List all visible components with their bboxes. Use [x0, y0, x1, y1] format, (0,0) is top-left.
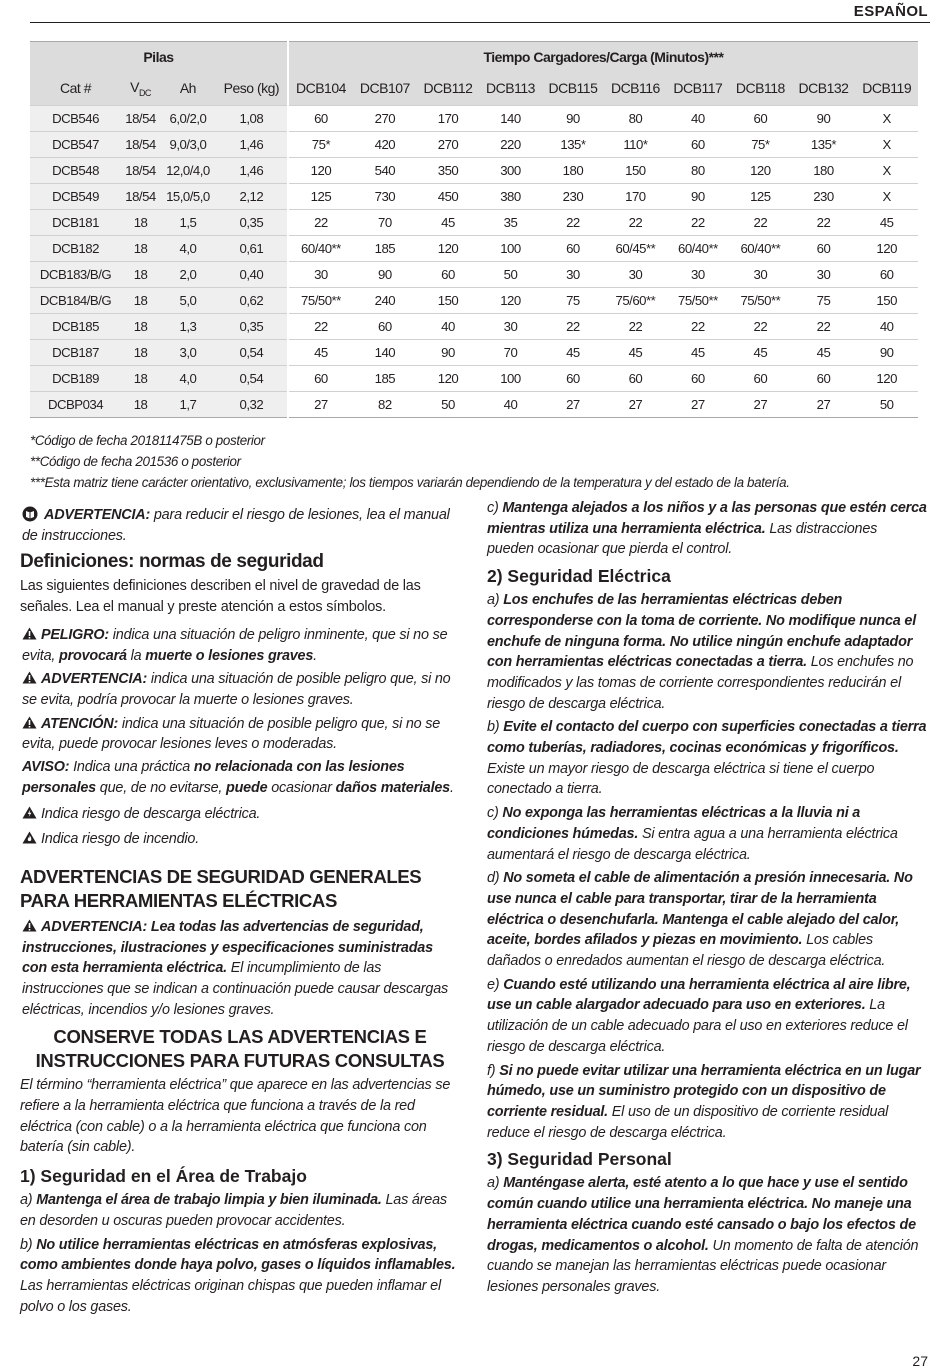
item-bold: Manténgase alerta, esté atento a lo que hace y use el sentido común cuando utilice una herramienta eléctrica. No maneje una herramienta eléctrica cuando esté cansado o bajo los efectos de drogas, medicamentos o alcohol.: [487, 1175, 916, 1254]
table-cell: 18/54: [121, 184, 160, 210]
table-cell: 18/54: [121, 132, 160, 158]
table-cell: 27: [288, 392, 353, 418]
table-cell: 140: [479, 106, 541, 132]
table-cell: 45: [542, 340, 604, 366]
table-cell: 60/40**: [729, 236, 791, 262]
table-cell: 30: [604, 262, 666, 288]
table-cell: 450: [417, 184, 479, 210]
table-row: [30, 106, 918, 132]
col-header-charger: DCB116: [604, 72, 666, 106]
table-cell: 90: [353, 262, 417, 288]
table-cell: DCB189: [30, 366, 121, 392]
warning-triangle-icon: [22, 627, 37, 640]
table-cell: 75/60**: [604, 288, 666, 314]
table-cell: 60: [542, 236, 604, 262]
footnote-3: ***Esta matriz tiene carácter orientativo, exclusivamente; los tiempos variarán dependiendo de la temperatura y del estado de la batería.: [30, 475, 790, 490]
table-cell: 230: [542, 184, 604, 210]
danger-text-3: .: [313, 647, 317, 664]
page-header: [30, 0, 930, 23]
footnote-2: **Código de fecha 201536 o posterior: [30, 454, 241, 469]
col-header-charger: DCB112: [417, 72, 479, 106]
table-cell: DCB181: [30, 210, 121, 236]
table-cell: 60: [288, 106, 353, 132]
warning-def-label: ADVERTENCIA:: [41, 671, 148, 688]
col-header-charger: DCB119: [855, 72, 918, 106]
table-cell: 75: [792, 288, 856, 314]
table-cell: 30: [792, 262, 856, 288]
general-warning-label: ADVERTENCIA:: [41, 918, 148, 935]
table-cell: 70: [479, 340, 541, 366]
item-text: Los cables dañados o enredados aumentan el riesgo de descarga eléctrica.: [487, 932, 886, 970]
table-cell: 22: [729, 314, 791, 340]
work-area-title: 1) Seguridad en el Área de Trabajo: [20, 1166, 307, 1187]
item-letter: a): [20, 1192, 37, 1209]
table-cell: 60/40**: [288, 236, 353, 262]
warning-triangle-icon: [22, 716, 37, 729]
item-letter: c): [487, 500, 503, 516]
table-cell: 135*: [542, 132, 604, 158]
table-cell: DCB185: [30, 314, 121, 340]
general-warning: [22, 917, 460, 1021]
table-cell: 45: [855, 210, 918, 236]
work-area-b: [20, 1235, 460, 1318]
table-cell: 27: [729, 392, 791, 418]
shock-hazard-text: Indica riesgo de descarga eléctrica.: [41, 806, 261, 823]
manual-warning: [22, 505, 460, 546]
table-cell: 30: [288, 262, 353, 288]
definitions-intro: Las siguientes definiciones describen el nivel de gravedad de las señales. Lea el manual y preste atención a estos símbolos.: [20, 578, 421, 616]
item-text: Un momento de falta de atención cuando se manejan las herramientas eléctricas puede ocasionar lesiones personales graves.: [487, 1237, 919, 1295]
table-cell: 40: [417, 314, 479, 340]
table-cell: 0,61: [216, 236, 288, 262]
table-cell: 60: [855, 262, 918, 288]
table-cell: 18/54: [121, 106, 160, 132]
notice-text-2: que, de no evitarse,: [96, 779, 226, 796]
table-cell: 135*: [792, 132, 856, 158]
electrical-f: [487, 1061, 927, 1144]
electric-shock-icon: [22, 806, 37, 819]
warning-def-text: indica una situación de posible peligro que, si no se evita, podría provocar la muerte o lesiones graves.: [22, 671, 451, 708]
table-row: [30, 392, 918, 418]
table-body: [30, 106, 918, 418]
table-cell: 120: [855, 236, 918, 262]
col-header-cat: Cat #: [30, 72, 121, 106]
table-cell: 110*: [604, 132, 666, 158]
table-cell: X: [855, 184, 918, 210]
item-letter: c): [487, 805, 503, 822]
caution-definition: [22, 714, 460, 755]
vdc-sub: DC: [138, 87, 151, 98]
table-cell: 60: [353, 314, 417, 340]
table-row: [30, 340, 918, 366]
table-cell: 120: [288, 158, 353, 184]
table-cell: 80: [604, 106, 666, 132]
table-cell: 540: [353, 158, 417, 184]
table-cell: 60: [792, 236, 856, 262]
table-cell: 18/54: [121, 158, 160, 184]
table-cell: 230: [792, 184, 856, 210]
page-number: 27: [912, 1353, 928, 1369]
table-cell: 0,35: [216, 314, 288, 340]
table-cell: 15,0/5,0: [160, 184, 216, 210]
table-cell: X: [855, 106, 918, 132]
batteries-group-header: Pilas: [30, 42, 288, 72]
table-cell: 75/50**: [729, 288, 791, 314]
electrical-a: [487, 590, 927, 714]
table-row: [30, 184, 918, 210]
table-cell: 18: [121, 262, 160, 288]
table-cell: 18: [121, 392, 160, 418]
notice-definition: [22, 757, 460, 798]
table-cell: 2,0: [160, 262, 216, 288]
item-letter: a): [487, 592, 504, 609]
table-cell: 12,0/4,0: [160, 158, 216, 184]
power-tool-term: El término “herramienta eléctrica” que aparece en las advertencias se refiere a la herramienta eléctrica que funciona a través de la red eléctrica (con cable) o a la herramienta eléctrica que funciona con batería (sin cable).: [20, 1077, 451, 1156]
table-cell: DCB546: [30, 106, 121, 132]
table-group-header-row: [30, 42, 918, 72]
table-cell: 22: [667, 314, 729, 340]
table-cell: 1,3: [160, 314, 216, 340]
table-row: [30, 262, 918, 288]
table-cell: 45: [604, 340, 666, 366]
danger-label: PELIGRO:: [41, 626, 109, 643]
table-cell: 180: [792, 158, 856, 184]
col-header-charger: DCB107: [353, 72, 417, 106]
notice-label: AVISO:: [22, 759, 70, 776]
times-group-header: Tiempo Cargadores/Carga (Minutos)***: [288, 42, 918, 72]
col-header-charger: DCB104: [288, 72, 353, 106]
electrical-b: [487, 717, 927, 800]
table-cell: 140: [353, 340, 417, 366]
table-cell: DCB547: [30, 132, 121, 158]
table-cell: 40: [479, 392, 541, 418]
read-manual-icon: [22, 506, 38, 522]
item-bold: No utilice herramientas eléctricas en atmósferas explosivas, como ambientes donde haya polvo, gases o líquidos inflamables.: [20, 1236, 456, 1274]
table-cell: 1,46: [216, 158, 288, 184]
table-cell: 45: [288, 340, 353, 366]
item-bold: Los enchufes de las herramientas eléctricas deben corresponderse con la toma de corriente. No modifique nunca el enchufe de ninguna forma. No utilice ningún enchufe adaptador con herramientas eléctricas conectadas a tierra.: [487, 592, 917, 671]
table-row: [30, 236, 918, 262]
warning-triangle-icon: [22, 919, 37, 932]
table-cell: DCB184/B/G: [30, 288, 121, 314]
item-bold: Mantenga el área de trabajo limpia y bien iluminada.: [36, 1192, 382, 1209]
table-column-header-row: [30, 72, 918, 106]
table-row: [30, 288, 918, 314]
table-cell: 90: [792, 106, 856, 132]
danger-definition: [22, 625, 460, 666]
table-cell: 60/40**: [667, 236, 729, 262]
table-cell: 90: [855, 340, 918, 366]
col-header-weight: Peso (kg): [216, 72, 288, 106]
item-text: Las distracciones pueden ocasionar que pierda el control.: [487, 520, 878, 558]
fire-icon: [22, 831, 37, 844]
table-cell: 185: [353, 366, 417, 392]
col-header-ah: Ah: [160, 72, 216, 106]
danger-text-1: indica una situación de peligro inminente, que si no se evita,: [22, 626, 448, 664]
table-cell: 60: [792, 366, 856, 392]
table-cell: 60: [729, 106, 791, 132]
table-cell: 75*: [288, 132, 353, 158]
item-text: Los enchufes no modificados y las tomas de corriente correspondientes reducirán el riesgo de descarga eléctrica.: [487, 654, 914, 712]
table-cell: 90: [667, 184, 729, 210]
item-letter: d): [487, 870, 504, 887]
table-cell: 90: [542, 106, 604, 132]
table-cell: DCB183/B/G: [30, 262, 121, 288]
table-cell: 170: [417, 106, 479, 132]
danger-bold-2: muerte o lesiones graves: [145, 647, 314, 664]
table-cell: 0,54: [216, 366, 288, 392]
notice-text-3: ocasionar: [267, 779, 336, 796]
table-cell: 730: [353, 184, 417, 210]
table-cell: 350: [417, 158, 479, 184]
table-cell: 0,40: [216, 262, 288, 288]
table-cell: 30: [729, 262, 791, 288]
table-cell: 27: [667, 392, 729, 418]
table-cell: 180: [542, 158, 604, 184]
table-cell: 3,0: [160, 340, 216, 366]
work-area-c: [487, 498, 927, 560]
table-cell: 150: [417, 288, 479, 314]
table-cell: X: [855, 132, 918, 158]
item-bold: Si no puede evitar utilizar una herramienta eléctrica en un lugar húmedo, use un suministro protegido con un dispositivo de corriente residual.: [487, 1062, 921, 1120]
table-cell: 18: [121, 314, 160, 340]
table-cell: 18: [121, 340, 160, 366]
table-cell: 40: [855, 314, 918, 340]
table-cell: DCB548: [30, 158, 121, 184]
table-cell: 4,0: [160, 366, 216, 392]
table-cell: 120: [417, 366, 479, 392]
warning-text: para reducir el riesgo de lesiones, lea el manual de instrucciones.: [22, 507, 450, 544]
table-cell: 220: [479, 132, 541, 158]
vdc-label: V: [130, 78, 139, 95]
item-text: Las áreas en desorden u oscuras pueden provocar accidentes.: [20, 1192, 447, 1229]
table-row: [30, 158, 918, 184]
fire-hazard-line: [22, 829, 460, 850]
notice-text-4: .: [449, 779, 454, 796]
danger-bold-1: provocará: [59, 647, 127, 664]
item-bold: No exponga las herramientas eléctricas a la lluvia ni a condiciones húmedas.: [487, 805, 861, 842]
col-header-charger: DCB115: [542, 72, 604, 106]
item-bold: No someta el cable de alimentación a presión innecesaria. No use nunca el cable para transportar, tirar de la herramienta eléctrica o desenchufarla. Mantenga el cable alejado del calor, aceite, bordes afilados y piezas en movimiento.: [487, 870, 913, 949]
item-text: La utilización de un cable adecuado para el uso en exteriores reduce el riesgo de descarga eléctrica.: [487, 997, 908, 1055]
item-text: Existe un mayor riesgo de descarga eléctrica si tiene el cuerpo conectado a tierra.: [487, 760, 875, 798]
col-header-charger: DCB118: [729, 72, 791, 106]
table-cell: 120: [417, 236, 479, 262]
table-cell: 420: [353, 132, 417, 158]
table-cell: 45: [729, 340, 791, 366]
table-cell: 0,62: [216, 288, 288, 314]
table-cell: 170: [604, 184, 666, 210]
notice-bold-2: puede: [226, 779, 268, 796]
table-cell: 27: [542, 392, 604, 418]
table-cell: 270: [417, 132, 479, 158]
language-label: ESPAÑOL: [853, 3, 928, 20]
left-column: [20, 497, 460, 1317]
table-cell: 6,0/2,0: [160, 106, 216, 132]
table-cell: 300: [479, 158, 541, 184]
warning-definition: [22, 669, 460, 710]
table-cell: 18: [121, 236, 160, 262]
table-cell: DCB187: [30, 340, 121, 366]
general-warning-bold: Lea todas las advertencias de seguridad, instrucciones, ilustraciones y especificaciones suministradas con esta herramienta eléctrica.: [22, 918, 433, 977]
table-cell: X: [855, 158, 918, 184]
table-cell: 1,7: [160, 392, 216, 418]
table-cell: 22: [542, 210, 604, 236]
table-cell: 22: [792, 210, 856, 236]
table-cell: 0,32: [216, 392, 288, 418]
caution-text: indica una situación de posible peligro que, si no se evita, puede provocar lesiones leves o moderadas.: [22, 715, 441, 753]
shock-hazard-line: [22, 804, 460, 825]
table-cell: 45: [417, 210, 479, 236]
table-cell: 30: [667, 262, 729, 288]
table-cell: 60/45**: [604, 236, 666, 262]
table-cell: 60: [667, 132, 729, 158]
table-cell: 50: [855, 392, 918, 418]
warning-label: ADVERTENCIA:: [44, 507, 151, 523]
table-cell: 27: [604, 392, 666, 418]
table-cell: 18: [121, 288, 160, 314]
table-cell: 80: [667, 158, 729, 184]
notice-text-1: Indica una práctica: [69, 759, 194, 776]
col-header-charger: DCB117: [667, 72, 729, 106]
table-cell: 50: [417, 392, 479, 418]
item-text: El uso de un dispositivo de corriente residual reduce el riesgo de descarga eléctrica.: [487, 1103, 889, 1141]
table-cell: 125: [288, 184, 353, 210]
table-cell: 0,35: [216, 210, 288, 236]
table-cell: 75: [542, 288, 604, 314]
table-cell: 185: [353, 236, 417, 262]
electrical-safety-title: 2) Seguridad Eléctrica: [487, 566, 671, 587]
item-bold: Evite el contacto del cuerpo con superficies conectadas a tierra como tuberías, radiadores, cocinas económicas y frigoríficos.: [487, 719, 927, 757]
col-header-charger: DCB132: [792, 72, 856, 106]
col-header-charger: DCB113: [479, 72, 541, 106]
table-cell: 22: [288, 210, 353, 236]
table-cell: 45: [667, 340, 729, 366]
table-cell: DCB182: [30, 236, 121, 262]
table-row: [30, 314, 918, 340]
table-cell: 150: [855, 288, 918, 314]
personal-safety-title: 3) Seguridad Personal: [487, 1149, 672, 1170]
table-row: [30, 132, 918, 158]
electrical-d: [487, 868, 927, 972]
table-cell: 75/50**: [667, 288, 729, 314]
item-letter: b): [487, 719, 504, 736]
item-text: Las herramientas eléctricas originan chispas que pueden inflamar el polvo o los gases.: [20, 1277, 441, 1315]
table-row: [30, 366, 918, 392]
table-cell: 90: [417, 340, 479, 366]
caution-label: ATENCIÓN:: [41, 715, 119, 732]
table-cell: 40: [667, 106, 729, 132]
table-cell: 45: [792, 340, 856, 366]
table-cell: 9,0/3,0: [160, 132, 216, 158]
item-bold: Mantenga alejados a los niños y a las personas que estén cerca mientras utiliza una herramienta eléctrica.: [487, 500, 927, 537]
warning-triangle-icon: [22, 671, 37, 684]
item-letter: a): [487, 1175, 504, 1192]
general-warning-text: El incumplimiento de las instrucciones que se indican a continuación puede causar descargas eléctricas, incendios y/o lesiones graves.: [22, 960, 448, 1018]
table-cell: 125: [729, 184, 791, 210]
table-cell: DCB549: [30, 184, 121, 210]
work-area-a: [20, 1190, 460, 1231]
electrical-c: [487, 803, 927, 865]
table-cell: 100: [479, 236, 541, 262]
right-column: [487, 497, 927, 1298]
table-cell: 150: [604, 158, 666, 184]
general-warnings-title: ADVERTENCIAS DE SEGURIDAD GENERALES PARA HERRAMIENTAS ELÉCTRICAS: [20, 865, 422, 911]
table-cell: 1,08: [216, 106, 288, 132]
conserve-instructions: CONSERVE TODAS LAS ADVERTENCIAS E INSTRUCCIONES PARA FUTURAS CONSULTAS: [35, 1026, 445, 1072]
table-cell: 30: [542, 262, 604, 288]
table-cell: 30: [479, 314, 541, 340]
table-cell: 60: [542, 366, 604, 392]
table-cell: 35: [479, 210, 541, 236]
table-row: [30, 210, 918, 236]
table-cell: 60: [667, 366, 729, 392]
table-cell: 1,5: [160, 210, 216, 236]
table-cell: 120: [855, 366, 918, 392]
table-cell: 380: [479, 184, 541, 210]
table-cell: 240: [353, 288, 417, 314]
table-cell: 22: [288, 314, 353, 340]
table-cell: 22: [792, 314, 856, 340]
table-cell: 1,46: [216, 132, 288, 158]
table-cell: 100: [479, 366, 541, 392]
table-cell: 18: [121, 366, 160, 392]
table-cell: 60: [288, 366, 353, 392]
table-cell: 18: [121, 210, 160, 236]
col-header-vdc: [121, 72, 160, 106]
fire-hazard-text: Indica riesgo de incendio.: [41, 831, 200, 848]
table-cell: 60: [729, 366, 791, 392]
table-cell: 120: [479, 288, 541, 314]
table-cell: 70: [353, 210, 417, 236]
electrical-e: [487, 975, 927, 1058]
table-cell: DCBP034: [30, 392, 121, 418]
notice-bold-3: daños materiales: [335, 779, 450, 796]
table-cell: 4,0: [160, 236, 216, 262]
footnote-1: *Código de fecha 201811475B o posterior: [30, 433, 265, 448]
table-cell: 22: [667, 210, 729, 236]
table-cell: 270: [353, 106, 417, 132]
table-cell: 0,54: [216, 340, 288, 366]
table-cell: 2,12: [216, 184, 288, 210]
definitions-title: Definiciones: normas de seguridad: [20, 551, 324, 573]
table-cell: 60: [604, 366, 666, 392]
item-letter: f): [487, 1062, 500, 1079]
personal-a: [487, 1173, 927, 1297]
table-cell: 22: [604, 210, 666, 236]
danger-text-2: la: [126, 647, 146, 664]
table-cell: 50: [479, 262, 541, 288]
table-cell: 27: [792, 392, 856, 418]
table-cell: 5,0: [160, 288, 216, 314]
table-cell: 60: [417, 262, 479, 288]
table-cell: 22: [542, 314, 604, 340]
table-cell: 22: [729, 210, 791, 236]
table-cell: 22: [604, 314, 666, 340]
item-letter: e): [487, 976, 504, 993]
item-letter: b): [20, 1236, 37, 1253]
table-cell: 82: [353, 392, 417, 418]
item-bold: Cuando esté utilizando una herramienta eléctrica al aire libre, use un cable alargador adecuado para uso en exteriores.: [487, 976, 911, 1014]
item-text: Si entra agua a una herramienta eléctrica aumentará el riesgo de descarga eléctrica.: [487, 825, 898, 863]
table-cell: 120: [729, 158, 791, 184]
charge-time-table: [30, 41, 918, 418]
notice-bold-1: no relacionada con las lesiones personales: [22, 759, 405, 796]
table-cell: 75/50**: [288, 288, 353, 314]
table-cell: 75*: [729, 132, 791, 158]
